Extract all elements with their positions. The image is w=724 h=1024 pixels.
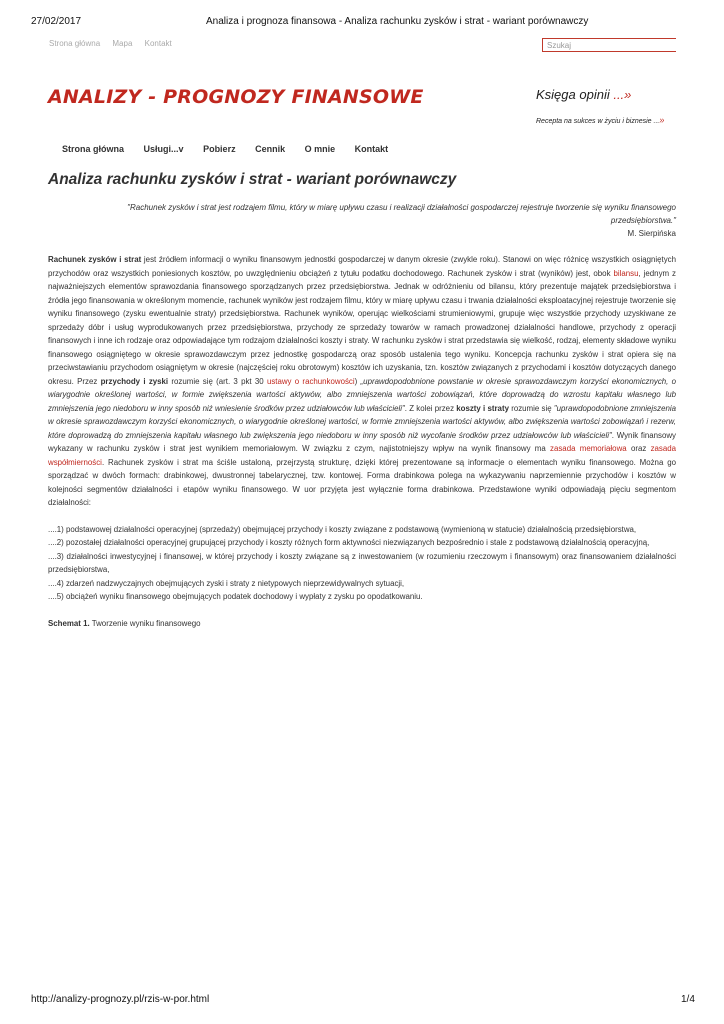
article-paragraph	[48, 253, 676, 510]
print-header-title: Analiza i prognoza finansowa - Analiza rachunku zysków i strat - wariant porównawczy	[206, 16, 589, 27]
guestbook-link[interactable]	[536, 87, 631, 102]
text-run: )	[354, 376, 361, 386]
link-bilans[interactable]: bilansu	[613, 268, 639, 278]
list-item: ....1) podstawowej działalności operacyjnej (sprzedaży) obejmującej przychody i koszty związane z podstawową (wymienioną w statucie) działalnością przedsiębiorstwa,	[48, 524, 637, 534]
list-item: ....3) działalności inwestycyjnej i finansowej, w której przychody i koszty związane są z inwestowaniem (w rozumieniu rzeczowym i finansowym) oraz finansowaniem działalności przedsiębiorstwa,	[48, 551, 676, 574]
motto-text: Recepta na sukces w życiu i biznesie ...	[536, 118, 660, 125]
nav-pricing[interactable]: Cennik	[255, 144, 286, 154]
quote-author: M. Sierpińska	[627, 229, 676, 238]
link-accrual-principle[interactable]: zasada memoriałowa	[550, 444, 627, 453]
text-run: rozumie się	[508, 403, 554, 413]
link-accounting-act[interactable]: ustawy o rachunkowości	[266, 376, 355, 386]
schema-caption	[48, 617, 676, 631]
print-date: 27/02/2017	[31, 16, 82, 27]
print-page-number: 1/4	[681, 994, 695, 1005]
article-body	[48, 253, 676, 630]
text-run: . Wynik finansowy wykazany w rachunku zysków i strat jest wynikiem memoriałowym. W związku z czym, najistotniejszy wpływ na wynik finansowy ma	[48, 430, 676, 453]
main-navigation	[62, 144, 405, 154]
list-item: ....2) pozostałej działalności operacyjnej grupującej przychody i koszty różnych form aktywności niezwiązanych bezpośrednio i stale z podstawową działalnością operacyjną,	[48, 538, 650, 547]
topnav-contact-link[interactable]: Kontakt	[144, 39, 172, 48]
text-run: . Rachunek zysków i strat ma ściśle ustaloną, przejrzystą strukturę, dzięki której prezentowane są informacje o elementach wyniku finansowego. Można go sporządzać w dwóch formach: drabinkowej, dwustronnej tabelarycznej, tzw. kontowej. Forma drabinkowa polega na wykazywaniu naprzemiennie przychodów i kosztów w kolejności segmentów działalności i etapów wyniku finansowego. W uor przyjęta jest wyłącznie forma drabinkowa. Przedstawione wyniki odpowiadają pięciu segmentom działalności:	[48, 457, 676, 507]
site-logo[interactable]: ANALIZY - PROGNOZY FINANSOWE	[48, 86, 424, 108]
motto-arrow: »	[659, 115, 665, 125]
print-footer-url: http://analizy-prognozy.pl/rzis-w-por.html	[31, 994, 210, 1005]
top-navigation	[49, 39, 182, 48]
page-title: Analiza rachunku zysków i strat - wariant porównawczy	[48, 171, 457, 188]
topnav-map-link[interactable]: Mapa	[112, 39, 133, 48]
nav-home[interactable]: Strona główna	[62, 144, 125, 154]
text-run: jest źródłem informacji o wyniku finansowym jednostki gospodarczej w danym okresie (zwykle roku). Stanowi on więc różnicę wszystkich osiągniętych przychodów oraz wszystkich poniesionych kosztów, po uwzględnieniu obciążeń z tytułu podatku dochodowego. Rachunek zysków i strat (wyników) jest, obok	[48, 255, 677, 278]
link-matching-principle[interactable]: zasada współmierności	[48, 444, 677, 467]
nav-contact[interactable]: Kontakt	[354, 144, 389, 154]
schema-label: Schemat 1.	[48, 618, 90, 628]
guestbook-label: Księga opinii	[536, 87, 614, 102]
list-item: ....4) zdarzeń nadzwyczajnych obejmujących zyski i straty z nietypowych nieprzewidywalnych sytuacji,	[48, 578, 405, 588]
quote-text: "Rachunek zysków i strat jest rodzajem filmu, który w miarę upływu czasu i realizacji działalności gospodarczej rejestruje tworzenie się wyniku finansowego przedsiębiorstwa."	[127, 203, 676, 225]
text-run: . Z kolei przez	[404, 403, 457, 413]
nav-services[interactable]: Usługi...v	[143, 144, 184, 154]
schema-text: Tworzenie wyniku finansowego	[89, 618, 201, 628]
text-run: , jednym z najważniejszych elementów sprawozdania finansowego sporządzanych przez przedsiębiorstwa. Jednak w odróżnieniu od bilansu, który prezentuje majątek przedsiębiorstwa i źródła jego finansowania w określonym momencie, rachunek wyników jest rodzajem filmu, który w miarę upływu czasu i trwania działalności eksploatacyjnej rejestruje tworzenie się wyniku finansowego (zysku ewentualnie straty) przedsiębiorstwa. Rachunek wyników, operując wielkościami strumieniowymi, grupuje więc wszystkie przychody uzyskiwane ze sprzedaży dóbr i usług wyprodukowanych przez przedsiębiorstwa, przychody ze sprzedaży towarów w ramach prowadzonej działalności handlowe, przychody z operacji finansowych i inne ich rodzaje oraz odpowiadające tym rodzajom działalności koszty i straty. W rachunku zysków i strat przedstawia się wielkość, rodzaj, elementy składowe wyniku finansowego osiągniętego w okresie sprawozdawczym przez jednostkę gospodarczą oraz sposób ustalenia tego wyniku. Koncepcja rachunku zysków i strat opiera się na przeciwstawianiu przychodom osiągniętym w okresie (najczęściej roku obrotowym) kosztów ich uzyskania, tzn. kosztów związanych z przychodami i kosztów dotyczących danego okresu. Przez	[48, 268, 676, 386]
bold-term: przychody i zyski	[100, 376, 169, 386]
topnav-home-link[interactable]: Strona główna	[49, 39, 101, 48]
guestbook-arrow: ...»	[613, 87, 632, 102]
motto-link[interactable]	[536, 115, 664, 125]
text-run: oraz	[626, 444, 651, 453]
nav-about[interactable]: O mnie	[304, 144, 336, 154]
bold-term: Rachunek zysków i strat	[48, 255, 142, 264]
list-item: ....5) obciążeń wyniku finansowego obejmujących podatek dochodowy i wypłaty z zysku po opodatkowaniu.	[48, 592, 423, 601]
italic-definition: „uprawdopodobnione powstanie w okresie sprawozdawczym korzyści ekonomicznych, o wiarygodnie określonej wartości, w formie zwiększenia wartości aktywów, albo zmniejszenia wartości zobowiązań, które doprowadzą do wzrostu kapitału własnego lub zmniejszenia jego niedoboru w inny sposób niż wniesienie środków przez udziałowców lub właścicieli"	[48, 376, 677, 413]
search-input[interactable]: Szukaj	[542, 38, 676, 52]
epigraph-quote	[100, 201, 676, 240]
text-run: rozumie się (art. 3 pkt 30	[168, 376, 267, 386]
nav-download[interactable]: Pobierz	[203, 144, 236, 154]
bold-term: koszty i straty	[456, 403, 509, 413]
italic-definition: "uprawdopodobnione zmniejszenia w okresie sprawozdawczym korzyści ekonomicznych, o wiarygodnie określonej wartości, w formie zmniejszenia wartości aktywów, albo zwiększenia wartości zobowiązań i rezerw, które doprowadzą do zmniejszenia kapitału własnego lub zwiększenia jego niedoboru w inny sposób niż wycofanie środków przez udziałowców lub właścicieli"	[48, 403, 676, 440]
